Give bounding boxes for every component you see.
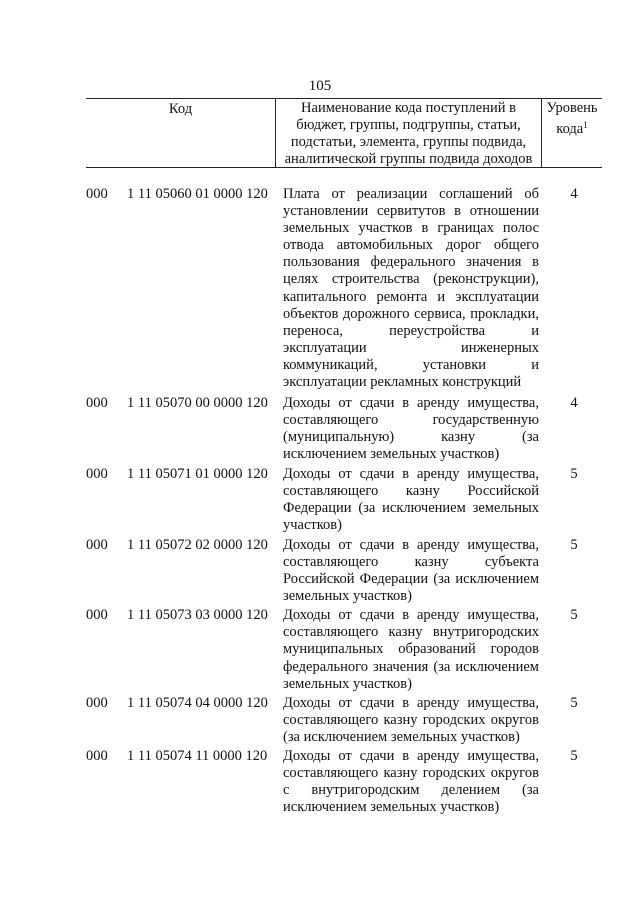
header-level-footnote: 1 (583, 120, 588, 130)
row-income-code: 1 11 05073 03 0000 120 (127, 607, 268, 624)
table-row (86, 695, 602, 746)
table-row (86, 395, 602, 463)
row-income-code: 1 11 05070 00 0000 120 (127, 395, 268, 412)
header-code: Код (86, 99, 276, 167)
table-body (86, 186, 602, 816)
row-admin-code: 000 (86, 536, 108, 553)
row-admin-code: 000 (86, 694, 108, 711)
row-admin-code: 000 (86, 748, 108, 764)
table-header (86, 98, 602, 168)
row-description: Доходы от сдачи в аренду имущества, составляющего казну городских округов с внутригородским делением (за исключением земельных участков) (283, 748, 539, 816)
row-level: 4 (570, 186, 578, 202)
row-level: 5 (570, 607, 578, 624)
table-row (86, 607, 602, 692)
row-income-code: 1 11 05071 01 0000 120 (127, 465, 268, 482)
row-income-code: 1 11 05074 11 0000 120 (127, 748, 268, 764)
table-row (86, 186, 602, 391)
table-row (86, 537, 602, 605)
row-description: Доходы от сдачи в аренду имущества, составляющего государственную (муниципальную) казну (за исключением земельных участков) (283, 395, 539, 463)
row-description: Плата от реализации соглашений об установлении сервитутов в отношении земельных участков в границах полос отвода автомобильных дорог общего пользования федерального значения в целях строительства (реконструкции), капитального ремонта и эксплуатации объектов дорожного сервиса, прокладки, переноса, переустройства и эксплуатации инженерных коммуникаций, установки и эксплуатации рекламных конструкций (283, 186, 539, 391)
page-number: 105 (308, 78, 332, 94)
row-level: 4 (570, 395, 578, 412)
row-income-code: 1 11 05074 04 0000 120 (127, 694, 268, 711)
row-level: 5 (570, 465, 578, 482)
row-income-code: 1 11 05072 02 0000 120 (127, 536, 268, 553)
table-row (86, 466, 602, 534)
row-admin-code: 000 (86, 607, 108, 624)
row-description: Доходы от сдачи в аренду имущества, составляющего казну городских округов (за исключением земельных участков) (283, 694, 539, 745)
row-admin-code: 000 (86, 395, 108, 412)
header-level-label: Уровень кода (546, 100, 598, 137)
row-admin-code: 000 (86, 465, 108, 482)
row-level: 5 (570, 694, 578, 711)
header-name: Наименование кода поступлений в бюджет, группы, подгруппы, статьи, подстатьи, элемента, группы подвида, аналитической группы подвида доходов (276, 99, 542, 167)
row-description: Доходы от сдачи в аренду имущества, составляющего казну субъекта Российской Федерации (за исключением земельных участков) (283, 536, 539, 605)
row-admin-code: 000 (86, 186, 108, 202)
row-level: 5 (570, 748, 578, 764)
row-description: Доходы от сдачи в аренду имущества, составляющего казну внутригородских муниципальных образований городов федерального значения (за исключением земельных участков) (283, 607, 539, 692)
table-row (86, 748, 602, 816)
row-income-code: 1 11 05060 01 0000 120 (127, 186, 268, 202)
row-level: 5 (570, 536, 578, 553)
header-level (542, 99, 602, 167)
row-description: Доходы от сдачи в аренду имущества, составляющего казну Российской Федерации (за исключением земельных участков) (283, 465, 539, 533)
